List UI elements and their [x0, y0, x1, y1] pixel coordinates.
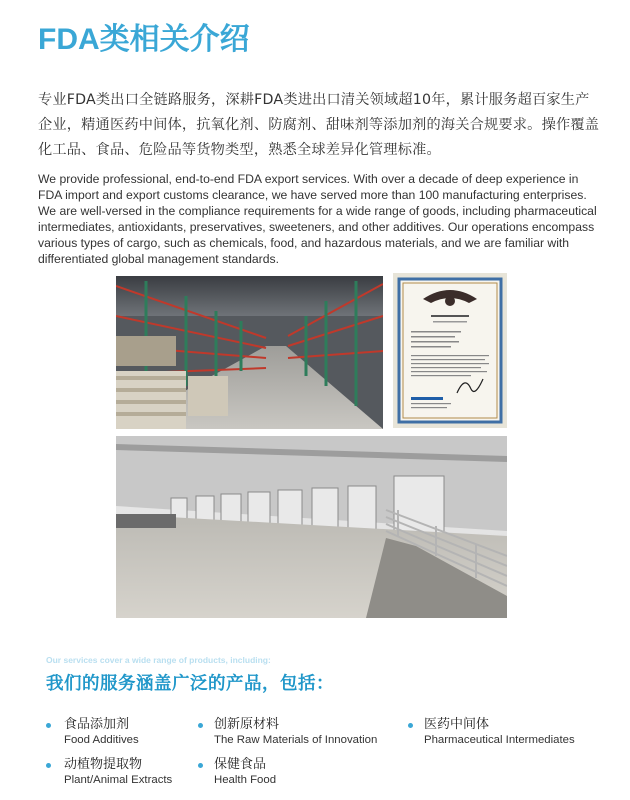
warehouse-photo	[116, 276, 383, 429]
service-name-en: The Raw Materials of Innovation	[214, 734, 378, 746]
services-subtitle-chinese: 我们的服务涵盖广泛的产品，包括：	[46, 674, 334, 694]
bullet-icon	[46, 723, 51, 728]
intro-chinese: 专业FDA类出口全链路服务，深耕FDA类进出口清关领域超10年，累计服务超百家生产企业，精通医药中间体，抗氧化剂、防腐剂、甜味剂等添加剂的海关合规要求。操作覆盖化工品、食品、危险品等货物类型，熟悉全球差异化管理标准。	[38, 92, 600, 158]
page-title: FDA类相关介绍	[38, 23, 250, 56]
bullet-icon	[408, 723, 413, 728]
service-name-zh: 保健食品	[214, 757, 267, 772]
bullet-icon	[198, 723, 203, 728]
list-item	[46, 717, 139, 748]
bullet-icon	[46, 763, 51, 768]
service-name-en: Food Additives	[64, 734, 139, 746]
list-item	[198, 757, 276, 788]
service-name-en: Plant/Animal Extracts	[64, 774, 173, 786]
service-name-zh: 动植物提取物	[64, 757, 143, 772]
list-item	[46, 757, 172, 788]
service-name-zh: 创新原材料	[214, 717, 280, 732]
list-item	[198, 717, 377, 748]
service-name-en: Pharmaceutical Intermediates	[424, 734, 575, 746]
service-name-en: Health Food	[214, 774, 277, 786]
list-item	[408, 717, 575, 748]
loading-dock-photo	[116, 436, 507, 618]
intro-english: We provide professional, end-to-end FDA export services. With over a decade of deep experience in FDA import and export customs clearance, we have served more than 100 manufacturing enterprises. We are well-versed in the compliance requirements for a wide range of goods, including pharmaceutical intermediates, antioxidants, preservatives, sweeteners, and other additives. Our operations encompass various types of cargo, such as chemicals, food, and hazardous materials, and we are familiar with differentiated global management standards.	[38, 172, 597, 266]
certificate-photo	[393, 273, 507, 428]
service-name-zh: 医药中间体	[424, 717, 490, 732]
services-subtitle-english: Our services cover a wide range of products, including:	[46, 655, 271, 665]
bullet-icon	[198, 763, 203, 768]
service-name-zh: 食品添加剂	[64, 717, 130, 732]
